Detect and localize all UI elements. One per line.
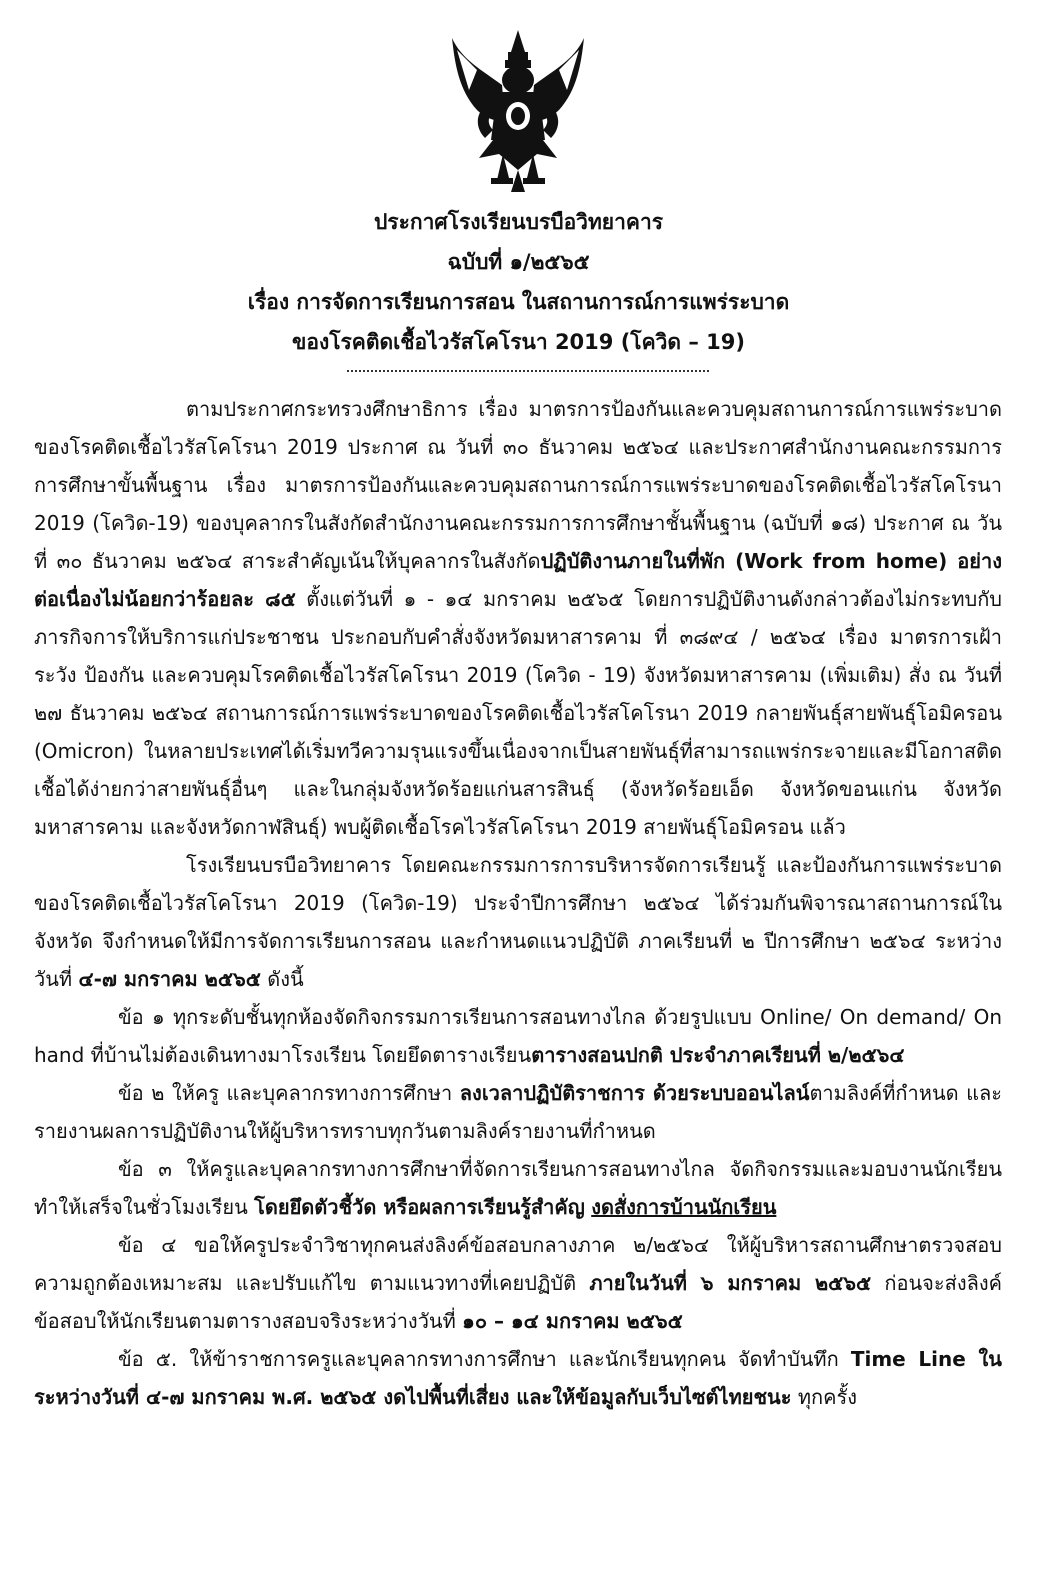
issuer-title: ประกาศโรงเรียนบรบือวิทยาคาร	[373, 210, 664, 234]
bold-text: โดยยึดตัวชี้วัด หรือผลการเรียนรู้สำคัญ	[254, 1195, 585, 1219]
announcement-body	[34, 390, 1002, 1416]
text: ตั้งแต่วันที่ ๑ - ๑๔ มกราคม ๒๕๖๕ โดยการปฏิบัติงานดังกล่าวต้องไม่กระทบกับภารกิจการให้บริการแก่ประชาชน ประกอบกับคำสั่งจังหวัดมหาสารคาม ที่ ๓๘๙๔ / ๒๕๖๔ เรื่อง มาตรการเฝ้าระวัง ป้องกัน และควบคุมโรคติดเชื้อไวรัสโคโรนา 2019 (โควิด - 19) จังหวัดมหาสารคาม (เพิ่มเติม) สั่ง ณ วันที่ ๒๗ ธันวาคม ๒๕๖๔ สถานการณ์การแพร่ระบาดของโรคติดเชื้อไวรัสโคโรนา 2019 กลายพันธุ์สายพันธุ์โอมิครอน (Omicron) ในหลายประเทศได้เริ่มทวีความรุนแรงขึ้นเนื่องจากเป็นสายพันธุ์ที่สามารถแพร่กระจายและมีโอกาสติดเชื้อได้ง่ายกว่าสายพันธุ์อื่นๆ และในกลุ่มจังหวัดร้อยแก่นสารสินธุ์ (จังหวัดร้อยเอ็ด จังหวัดขอนแก่น จังหวัดมหาสารคาม และจังหวัดกาฬสินธุ์) พบผู้ติดเชื้อโรคไวรัสโคโรนา 2019 สายพันธุ์โอมิครอน แล้ว	[34, 587, 1002, 839]
text: ข้อ ๔ ขอให้ครูประจำวิชาทุกคนส่งลิงค์ข้อสอบกลางภาค ๒/๒๕๖๔ ให้ผู้บริหารสถานศึกษาตรวจสอบความถูกต้องเหมาะสม และปรับแก้ไข ตามแนวทางที่เคยปฏิบัติ	[34, 1233, 1002, 1295]
subject-line-2: ของโรคติดเชื้อไวรัสโคโรนา 2019 (โควิด – 19)	[292, 330, 745, 354]
item-5	[34, 1340, 1002, 1416]
text: ข้อ ๕. ให้ข้าราชการครูและบุคลากรทางการศึกษา และนักเรียนทุกคน จัดทำบันทึก	[118, 1347, 851, 1371]
dotted-separator	[347, 370, 709, 372]
item-2	[34, 1074, 1002, 1150]
announcement-header	[0, 202, 1037, 362]
bold-text: ๑๐ – ๑๔ มกราคม ๒๕๖๕	[462, 1309, 683, 1333]
paragraph-decision	[34, 846, 1002, 998]
garuda-emblem-icon	[447, 30, 589, 192]
item-3	[34, 1150, 1002, 1226]
bold-text: Time Line ในระหว่างวันที่ ๔-๗ มกราคม พ.ศ. ๒๕๖๕ งดไปพื้นที่เสี่ยง และให้ข้อมูลกับเว็บไซต์ไทยชนะ	[34, 1347, 1002, 1409]
bold-text: ปฏิบัติงานภายในที่พัก (Work from home) อย่างต่อเนื่องไม่น้อยกว่าร้อยละ ๘๕	[34, 549, 1002, 611]
text: ทุกครั้ง	[791, 1385, 858, 1409]
bold-text: ลงเวลาปฏิบัติราชการ ด้วยระบบออนไลน์	[459, 1081, 810, 1105]
item-1	[34, 998, 1002, 1074]
text: โรงเรียนบรบือวิทยาคาร โดยคณะกรรมการการบริหารจัดการเรียนรู้ และป้องกันการแพร่ระบาดของโรคติดเชื้อไวรัสโคโรนา 2019 (โควิด-19) ประจำปีการศึกษา ๒๕๖๔ ได้ร่วมกันพิจารณาสถานการณ์ในจังหวัด จึงกำหนดให้มีการจัดการเรียนการสอน และกำหนดแนวปฏิบัติ ภาคเรียนที่ ๒ ปีการศึกษา ๒๕๖๔ ระหว่างวันที่	[34, 853, 1002, 991]
underlined-bold-text: งดสั่งการบ้านนักเรียน	[591, 1195, 777, 1219]
item-4	[34, 1226, 1002, 1340]
text: ตามลิงค์ที่กำหนด และรายงานผลการปฏิบัติงานให้ผู้บริหารทราบทุกวันตามลิงค์รายงานที่กำหนด	[34, 1081, 1003, 1143]
bold-text: ภายในวันที่ ๖ มกราคม ๒๕๖๕	[589, 1271, 872, 1295]
text: ตามประกาศกระทรวงศึกษาธิการ เรื่อง มาตรการป้องกันและควบคุมสถานการณ์การแพร่ระบาดของโรคติดเชื้อไวรัสโคโรนา 2019 ประกาศ ณ วันที่ ๓๐ ธันวาคม ๒๕๖๔ และประกาศสำนักงานคณะกรรมการการศึกษาขั้นพื้นฐาน เรื่อง มาตรการป้องกันและควบคุมสถานการณ์การแพร่ระบาดของโรคติดเชื้อไวรัสโคโรนา 2019 (โควิด-19) ของบุคลากรในสังกัดสำนักงานคณะกรรมการการศึกษาชั้นพื้นฐาน (ฉบับที่ ๑๘) ประกาศ ณ วันที่ ๓๐ ธันวาคม ๒๕๖๔ สาระสำคัญเน้นให้บุคลากรในสังกัด	[34, 397, 1002, 573]
text: ข้อ ๒ ให้ครู และบุคลากรทางการศึกษา	[118, 1081, 460, 1105]
text: ข้อ ๑ ทุกระดับชั้นทุกห้องจัดกิจกรรมการเรียนการสอนทางไกล ด้วยรูปแบบ Online/ On demand/ On hand ที่บ้านไม่ต้องเดินทางมาโรงเรียน โดยยึดตารางเรียน	[34, 1005, 1002, 1067]
bold-text: ๔-๗ มกราคม ๒๕๖๕	[78, 967, 261, 991]
text: ก่อนจะส่งลิงค์ข้อสอบให้นักเรียนตามตารางสอบจริงระหว่างวันที่	[34, 1271, 1002, 1333]
paragraph-background	[34, 390, 1002, 846]
text: ดังนี้	[260, 967, 304, 991]
text: ข้อ ๓ ให้ครูและบุคลากรทางการศึกษาที่จัดการเรียนการสอนทางไกล จัดกิจกรรมและมอบงานนักเรียนทำให้เสร็จในชั่วโมงเรียน	[34, 1157, 1002, 1219]
issue-number: ฉบับที่ ๑/๒๕๖๕	[447, 250, 590, 274]
bold-text: ตารางสอนปกติ ประจำภาคเรียนที่ ๒/๒๕๖๔	[531, 1043, 905, 1067]
subject-line: เรื่อง การจัดการเรียนการสอน ในสถานการณ์การแพร่ระบาด	[247, 290, 790, 314]
